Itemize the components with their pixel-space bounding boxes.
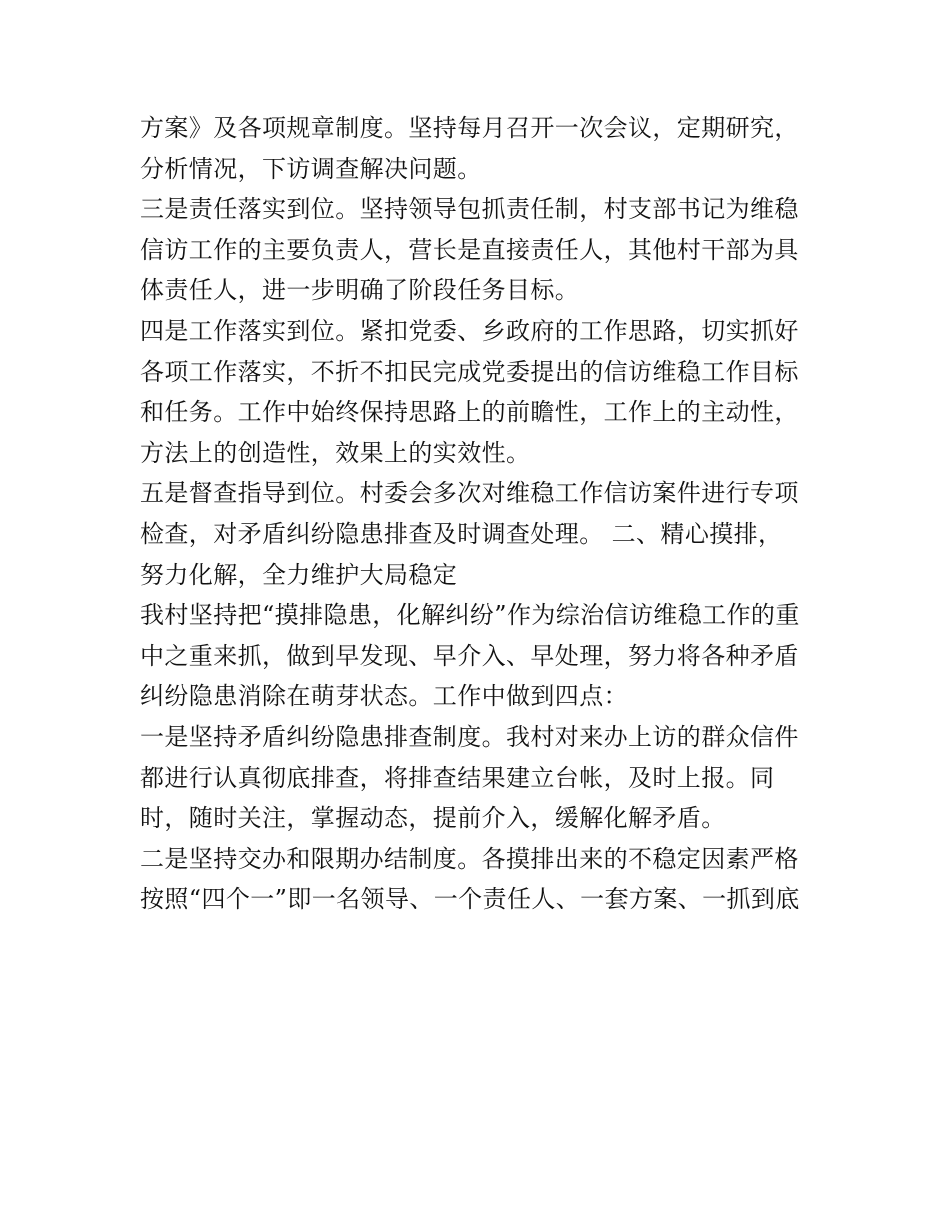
text-line: 各项工作落实，不折不扣民完成党委提出的信访维稳工作目标: [140, 357, 799, 386]
text-line: 中之重来抓，做到早发现、早介入、早处理，努力将各种矛盾: [140, 641, 799, 670]
text-line: 体责任人，进一步明确了阶段任务目标。: [140, 276, 580, 305]
text-line: 二是坚持交办和限期办结制度。各摸排出来的不稳定因素严格: [140, 844, 799, 873]
text-line: 都进行认真彻底排查，将排查结果建立台帐，及时上报。同: [140, 763, 775, 792]
text-line: 按照“四个一”即一名领导、一个责任人、一套方案、一抓到底: [140, 885, 800, 914]
text-line: 和任务。工作中始终保持思路上的前瞻性，工作上的主动性，: [140, 398, 799, 427]
text-line: 五是督查指导到位。村委会多次对维稳工作信访案件进行专项: [140, 479, 799, 508]
body-text: [140, 108, 830, 920]
text-line: 信访工作的主要负责人，营长是直接责任人，其他村干部为具: [140, 235, 799, 264]
text-line: 检查，对矛盾纠纷隐患排查及时调查处理。 二、精心摸排，: [140, 519, 783, 548]
text-line: 一是坚持矛盾纠纷隐患排查制度。我村对来办上访的群众信件: [140, 722, 799, 751]
text-line: 四是工作落实到位。紧扣党委、乡政府的工作思路，切实抓好: [140, 316, 799, 345]
text-line: 方法上的创造性，效果上的实效性。: [140, 438, 531, 467]
text-line: 纠纷隐患消除在萌芽状态。工作中做到四点：: [140, 682, 628, 711]
text-line: 分析情况，下访调查解决问题。: [140, 154, 482, 183]
text-line: 努力化解，全力维护大局稳定: [140, 560, 458, 589]
text-line: 方案》及各项规章制度。坚持每月召开一次会议，定期研究，: [140, 114, 799, 142]
text-line: 时，随时关注，掌握动态，提前介入，缓解化解矛盾。: [140, 804, 726, 833]
text-line: 三是责任落实到位。坚持领导包抓责任制，村支部书记为维稳: [140, 195, 799, 224]
text-line: 我村坚持把“摸排隐患，化解纠纷”作为综治信访维稳工作的重: [140, 601, 800, 630]
